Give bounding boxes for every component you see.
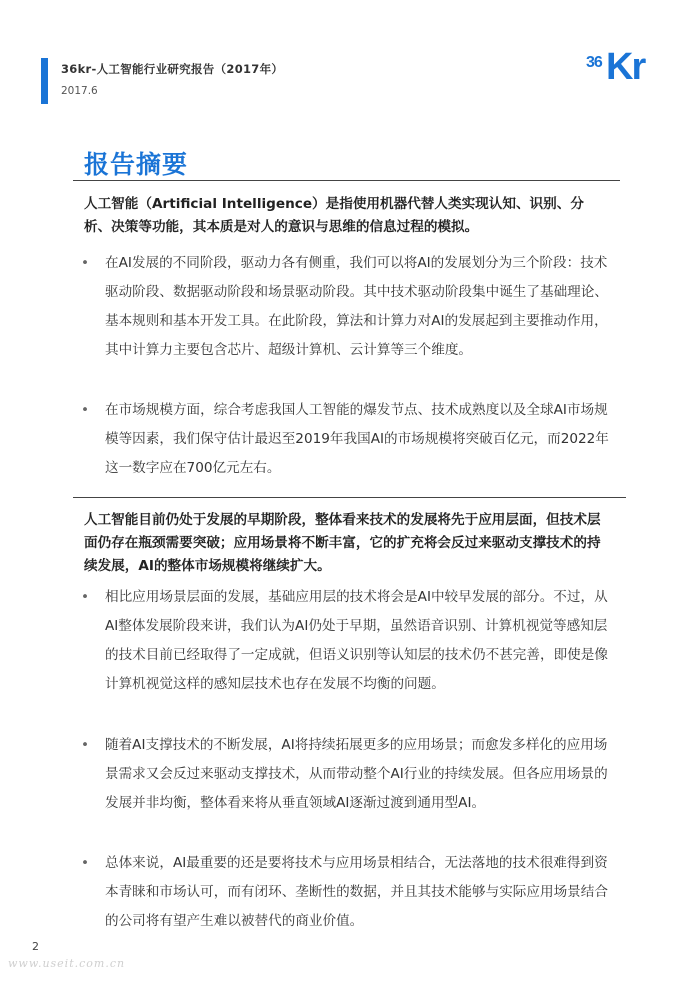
bullet-icon: • (81, 255, 90, 271)
watermark: www.useit.com.cn (8, 957, 126, 970)
bullet-item (81, 249, 619, 365)
bullet-icon: • (81, 737, 90, 753)
report-title: 36kr-人工智能行业研究报告（2017年） (61, 62, 284, 76)
report-date: 2017.6 (61, 85, 98, 97)
bullet-item (81, 396, 619, 483)
bullet-text: 在AI发展的不同阶段，驱动力各有侧重，我们可以将AI的发展划分为三个阶段：技术驱动阶段、数据驱动阶段和场景驱动阶段。其中技术驱动阶段集中诞生了基础理论、基本规则和基本开发工具。在此阶段，算法和计算力对AI的发展起到主要推动作用，其中计算力主要包含芯片、超级计算机、云计算等三个维度。 (105, 255, 608, 358)
bullet-icon: • (81, 855, 90, 871)
bullet-item (81, 849, 619, 936)
bullet-icon: • (81, 589, 90, 605)
page-number: 2 (32, 940, 39, 953)
bullet-text: 总体来说，AI最重要的还是要将技术与应用场景相结合，无法落地的技术很难得到资本青睐和市场认可，而有闭环、垄断性的数据，并且其技术能够与实际应用场景结合的公司将有望产生难以被替代的商业价值。 (105, 855, 608, 929)
page-title: 报告摘要 (84, 150, 189, 179)
lead-paragraph-1: 人工智能（Artificial Intelligence）是指使用机器代替人类实现认知、识别、分析、决策等功能，其本质是对人的意识与思维的信息过程的模拟。 (84, 196, 584, 235)
bullet-text: 随着AI支撑技术的不断发展，AI将持续拓展更多的应用场景；而愈发多样化的应用场景需求又会反过来驱动支撑技术，从而带动整个AI行业的持续发展。但各应用场景的发展并非均衡，整体看来将从垂直领域AI逐渐过渡到通用型AI。 (105, 737, 608, 811)
header-accent-bar (41, 58, 48, 104)
bullet-text: 相比应用场景层面的发展，基础应用层的技术将会是AI中较早发展的部分。不过，从AI整体发展阶段来讲，我们认为AI仍处于早期，虽然语音识别、计算机视觉等感知层的技术目前已经取得了一定成就，但语义识别等认知层的技术仍不甚完善，即使是像计算机视觉这样的感知层技术也存在发展不均衡的问题。 (105, 589, 608, 692)
logo-36: 36 (586, 54, 602, 71)
bullet-text: 在市场规模方面，综合考虑我国人工智能的爆发节点、技术成熟度以及全球AI市场规模等因素，我们保守估计最迟至2019年我国AI的市场规模将突破百亿元，而2022年这一数字应在700亿元左右。 (105, 402, 609, 476)
bullet-icon: • (81, 402, 90, 418)
divider-top (73, 180, 620, 181)
36kr-logo (586, 46, 654, 94)
bullet-item (81, 583, 619, 699)
lead-paragraph-2: 人工智能目前仍处于发展的早期阶段，整体看来技术的发展将先于应用层面，但技术层面仍存在瓶颈需要突破；应用场景将不断丰富，它的扩充将会反过来驱动支撑技术的持续发展，AI的整体市场规模将继续扩大。 (84, 512, 601, 574)
divider-middle (73, 497, 626, 498)
bullet-item (81, 731, 619, 818)
logo-kr: Kr (606, 46, 645, 88)
